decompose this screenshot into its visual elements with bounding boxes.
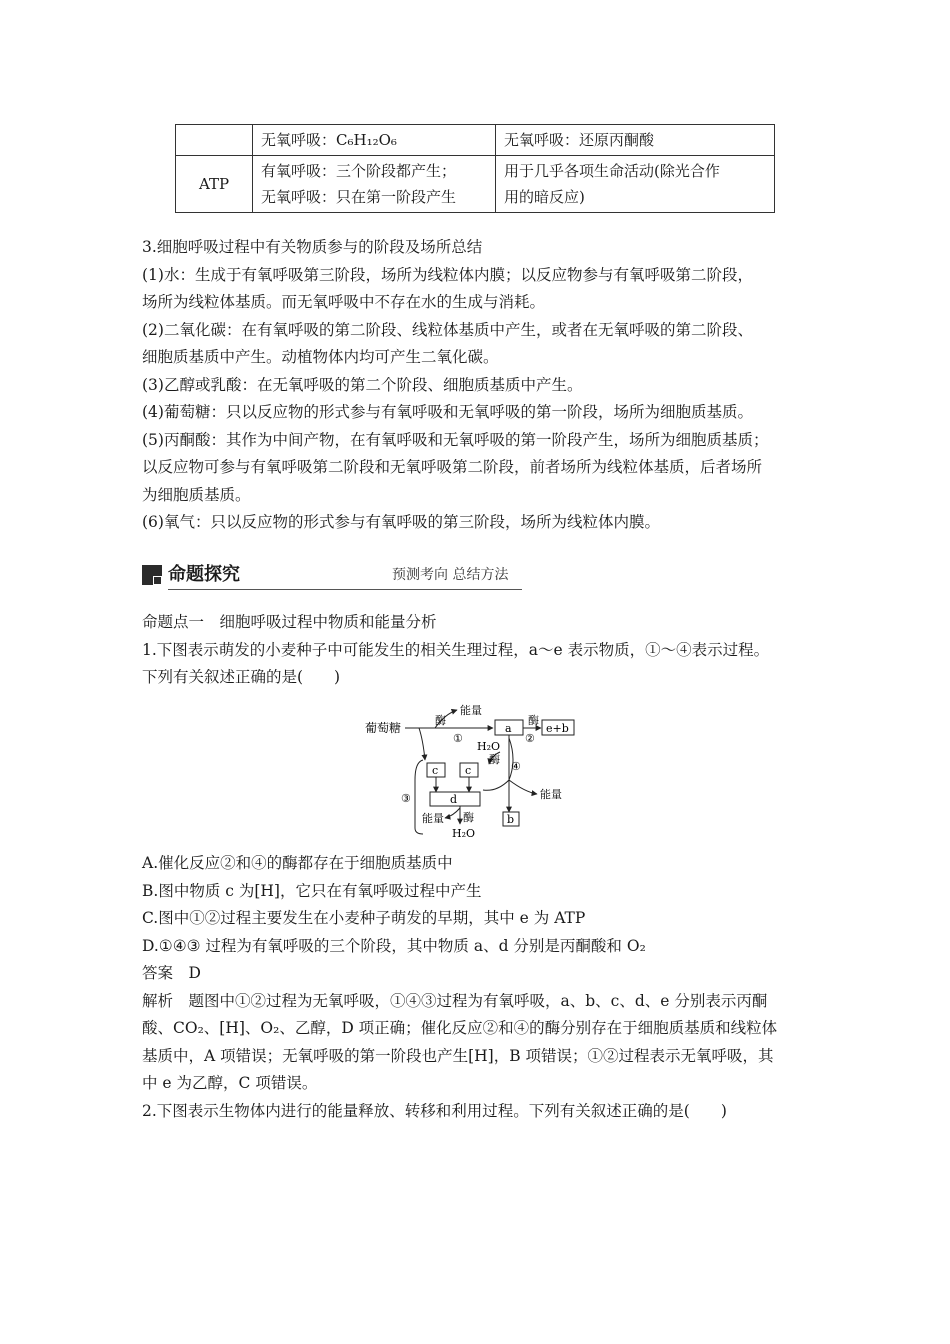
question-stem: 1.下图表示萌发的小麦种子中可能发生的相关生理过程，a～e 表示物质，①～④表示过程。 xyxy=(142,640,770,659)
cell-line: 用的暗反应) xyxy=(504,188,585,206)
summary-line: 场所为线粒体基质。而无氧呼吸中不存在水的生成与消耗。 xyxy=(142,293,546,311)
table-cell-label: ATP xyxy=(176,156,253,213)
diagram-enzyme: 酶 xyxy=(463,811,474,824)
respiration-diagram xyxy=(365,700,585,845)
section-divider xyxy=(168,589,522,590)
cell-line: 无氧呼吸：只在第一阶段产生 xyxy=(261,188,457,206)
diagram-step1: ① xyxy=(453,732,463,745)
cell-line: 用于几乎各项生命活动(除光合作 xyxy=(504,162,720,180)
option-d: D.①④③ 过程为有氧呼吸的三个阶段，其中物质 a、d 分别是丙酮酸和 O₂ xyxy=(142,936,646,955)
table-cell xyxy=(253,125,496,156)
question-1-options xyxy=(142,850,810,1125)
question-2-stem: 2.下图表示生物体内进行的能量释放、转移和利用过程。下列有关叙述正确的是( ) xyxy=(142,1101,727,1120)
section-icon xyxy=(142,565,162,585)
cell-line: 无氧呼吸：还原丙酮酸 xyxy=(504,131,655,149)
table-row xyxy=(176,156,775,213)
summary-line: (2)二氧化碳：在有氧呼吸的第二阶段、线粒体基质中产生，或者在无氧呼吸的第二阶段、 xyxy=(142,320,753,339)
section-title: 命题探究 xyxy=(168,564,240,585)
table-row xyxy=(176,125,775,156)
summary-section xyxy=(142,234,810,537)
summary-line: (1)水：生成于有氧呼吸第三阶段，场所为线粒体内膜；以反应物参与有氧呼吸第二阶段， xyxy=(142,265,753,284)
summary-line: (6)氧气：只以反应物的形式参与有氧呼吸的第三阶段，场所为线粒体内膜。 xyxy=(142,513,660,531)
diagram-glucose: 葡萄糖 xyxy=(365,721,402,735)
diagram-step2: ② xyxy=(525,732,535,745)
answer-line: 答案 D xyxy=(142,964,201,982)
diagram-energy: 能量 xyxy=(540,788,562,801)
table-cell xyxy=(496,125,775,156)
summary-line: (5)丙酮酸：其作为中间产物，在有氧呼吸和无氧呼吸的第一阶段产生，场所为细胞质基质； xyxy=(142,430,769,449)
diagram-enzyme: 酶 xyxy=(489,753,500,766)
analysis-line: 中 e 为乙醇，C 项错误。 xyxy=(142,1074,318,1092)
option-c: C.图中①②过程主要发生在小麦种子萌发的早期，其中 e 为 ATP xyxy=(142,909,586,927)
summary-line: 细胞质基质中产生。动植物体内均可产生二氧化碳。 xyxy=(142,348,499,366)
analysis-line: 解析 题图中①②过程为无氧呼吸，①④③过程为有氧呼吸，a、b、c、d、e 分别表示丙酮 xyxy=(142,991,768,1010)
diagram-step3: ③ xyxy=(401,792,411,805)
diagram-energy: 能量 xyxy=(460,704,482,717)
diagram-c: c xyxy=(465,764,472,777)
summary-line: 为细胞质基质。 xyxy=(142,485,251,504)
section-header xyxy=(142,562,522,592)
table-cell xyxy=(253,156,496,213)
option-b: B.图中物质 c 为[H]，它只在有氧呼吸过程中产生 xyxy=(142,881,482,900)
comparison-table xyxy=(175,124,775,213)
diagram-eb: e+b xyxy=(546,722,569,735)
analysis-line: 酸、CO₂、[H]、O₂、乙醇，D 项正确；催化反应②和④的酶分别存在于细胞质基质和线粒体 xyxy=(142,1019,778,1037)
diagram-enzyme: 酶 xyxy=(528,714,539,727)
cell-line: 无氧呼吸：C₆H₁₂O₆ xyxy=(261,131,397,149)
analysis-line: 基质中，A 项错误；无氧呼吸的第一阶段也产生[H]，B 项错误；①②过程表示无氧呼吸，其 xyxy=(142,1046,774,1065)
question-1 xyxy=(142,609,810,692)
diagram-step4: ④ xyxy=(511,760,521,773)
diagram-water: H₂O xyxy=(477,740,501,753)
option-a: A.催化反应②和④的酶都存在于细胞质基质中 xyxy=(142,854,453,872)
table-cell-label xyxy=(176,125,253,156)
diagram-c: c xyxy=(432,764,439,777)
summary-heading: 3.细胞呼吸过程中有关物质参与的阶段及场所总结 xyxy=(142,238,483,256)
diagram-a: a xyxy=(505,722,512,735)
diagram-water: H₂O xyxy=(452,827,476,840)
cell-line: 有氧呼吸：三个阶段都产生； xyxy=(261,162,457,180)
diagram-b: b xyxy=(507,813,515,826)
summary-line: (4)葡萄糖：只以反应物的形式参与有氧呼吸和无氧呼吸的第一阶段，场所为细胞质基质。 xyxy=(142,403,753,421)
diagram-d: d xyxy=(450,793,458,806)
table-cell xyxy=(496,156,775,213)
summary-line: 以反应物可参与有氧呼吸第二阶段和无氧呼吸第二阶段，前者场所为线粒体基质，后者场所 xyxy=(142,458,763,476)
diagram-energy: 能量 xyxy=(422,812,444,825)
section-subtitle: 预测考向 总结方法 xyxy=(392,567,509,583)
summary-line: (3)乙醇或乳酸：在无氧呼吸的第二个阶段、细胞质基质中产生。 xyxy=(142,375,583,394)
diagram-enzyme: 酶 xyxy=(435,714,446,727)
question-point: 命题点一 细胞呼吸过程中物质和能量分析 xyxy=(142,613,437,631)
question-stem: 下列有关叙述正确的是( ) xyxy=(142,668,341,686)
